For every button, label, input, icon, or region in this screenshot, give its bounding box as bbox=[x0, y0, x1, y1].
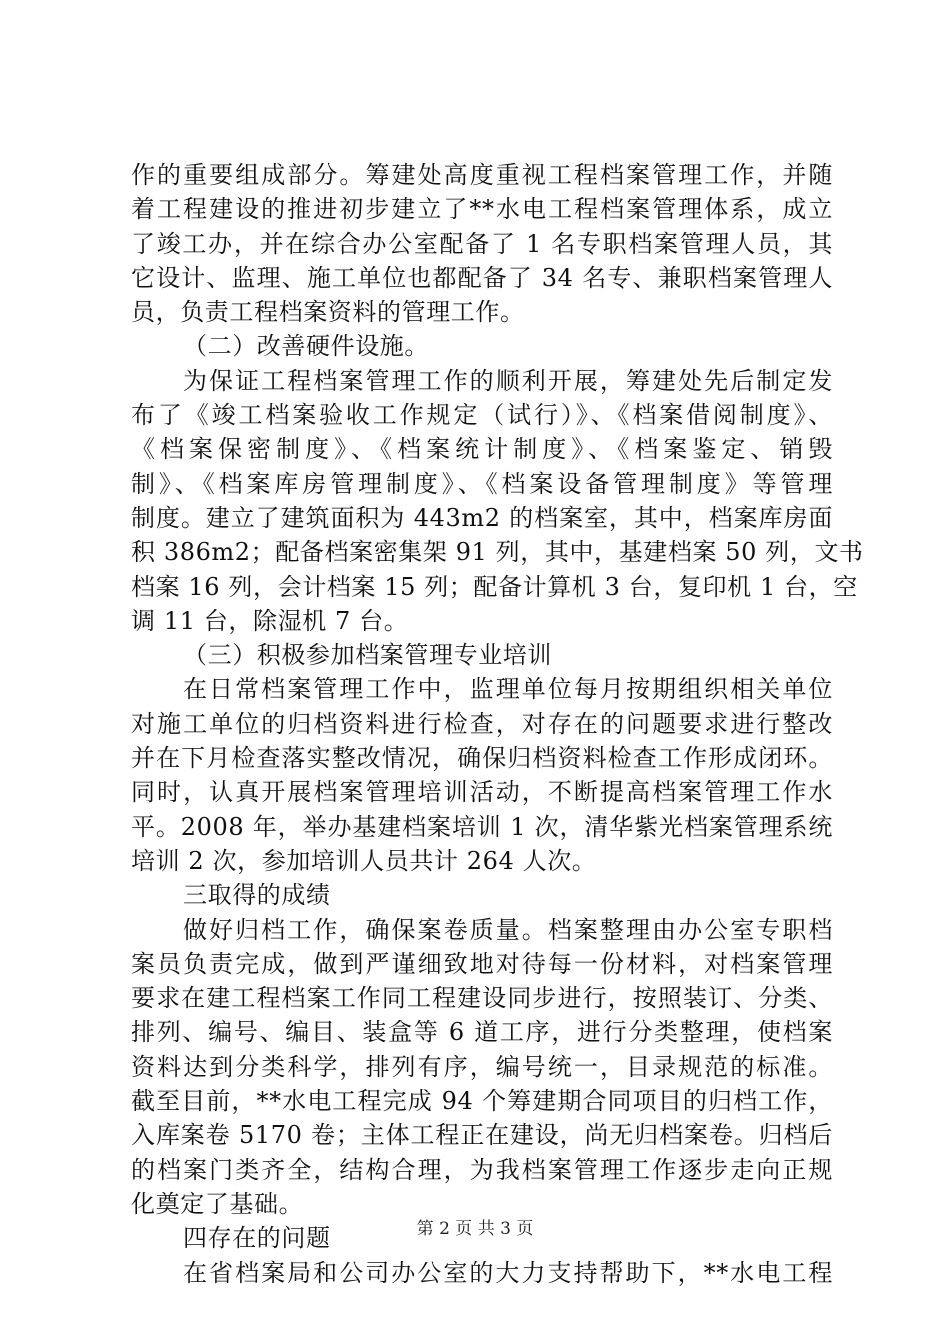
text-line: 平。2008 年，举办基建档案培训 1 次，清华紫光档案管理系统 bbox=[131, 812, 833, 841]
text-line: 档案 16 列，会计档案 15 列；配备计算机 3 台，复印机 1 台，空 bbox=[131, 572, 858, 601]
text-line: 调 11 台，除湿机 7 台。 bbox=[131, 606, 409, 635]
text-line: 四存在的问题 bbox=[183, 1224, 331, 1253]
text-line: （三）积极参加档案管理专业培训 bbox=[183, 641, 552, 670]
text-line: 员，负责工程档案资料的管理工作。 bbox=[131, 298, 525, 327]
text-line: 对施工单位的归档资料进行检查，对存在的问题要求进行整改 bbox=[131, 709, 833, 738]
text-line: 资料达到分类科学，排列有序，编号统一，目录规范的标准。 bbox=[131, 1052, 833, 1081]
text-line: 了竣工办，并在综合办公室配备了 1 名专职档案管理人员，其 bbox=[131, 229, 833, 258]
text-line: 在日常档案管理工作中，监理单位每月按期组织相关单位 bbox=[183, 675, 833, 704]
text-line: 它设计、监理、施工单位也都配备了 34 名专、兼职档案管理人 bbox=[131, 263, 833, 292]
text-line: 培训 2 次，参加培训人员共计 264 人次。 bbox=[131, 846, 597, 875]
text-line: 化奠定了基础。 bbox=[131, 1189, 304, 1218]
document-body bbox=[131, 158, 864, 1290]
text-line: 要求在建工程档案工作同工程建设同步进行，按照装订、分类、 bbox=[131, 984, 833, 1013]
text-line: 作的重要组成部分。筹建处高度重视工程档案管理工作，并随 bbox=[131, 161, 833, 189]
text-line: 积 386m2；配备档案密集架 91 列，其中，基建档案 50 列，文书 bbox=[131, 538, 864, 567]
text-line: 入库案卷 5170 卷；主体工程正在建设，尚无归档案卷。归档后 bbox=[131, 1121, 833, 1150]
text-line: 三取得的成绩 bbox=[183, 881, 331, 910]
page-footer: 第 2 页 共 3 页 bbox=[416, 1219, 534, 1239]
text-line: 排列、编号、编目、装盒等 6 道工序，进行分类整理，使档案 bbox=[131, 1018, 833, 1047]
text-line: 为保证工程档案管理工作的顺利开展，筹建处先后制定发 bbox=[183, 366, 833, 395]
text-line: （二）改善硬件设施。 bbox=[183, 332, 429, 361]
text-line: 案员负责完成，做到严谨细致地对待每一份材料，对档案管理 bbox=[131, 949, 833, 978]
text-line: 的档案门类齐全，结构合理，为我档案管理工作逐步走向正规 bbox=[131, 1155, 833, 1184]
text-line: 在省档案局和公司办公室的大力支持帮助下，**水电工程 bbox=[183, 1258, 833, 1287]
text-line: 并在下月检查落实整改情况，确保归档资料检查工作形成闭环。 bbox=[131, 744, 833, 773]
text-line: 做好归档工作，确保案卷质量。档案整理由办公室专职档 bbox=[183, 915, 833, 944]
text-line: 着工程建设的推进初步建立了**水电工程档案管理体系，成立 bbox=[131, 195, 833, 224]
text-line: 《档案保密制度》、《档案统计制度》、《档案鉴定、销毁 bbox=[131, 435, 833, 464]
text-line: 制》、《档案库房管理制度》、《档案设备管理制度》等管理 bbox=[131, 469, 833, 498]
text-line: 同时，认真开展档案管理培训活动，不断提高档案管理工作水 bbox=[131, 778, 833, 807]
text-line: 制度。建立了建筑面积为 443m2 的档案室，其中，档案库房面 bbox=[131, 503, 833, 532]
text-line: 截至目前，**水电工程完成 94 个筹建期合同项目的归档工作， bbox=[131, 1087, 833, 1116]
text-line: 布了《竣工档案验收工作规定（试行）》、《档案借阅制度》、 bbox=[131, 401, 833, 430]
